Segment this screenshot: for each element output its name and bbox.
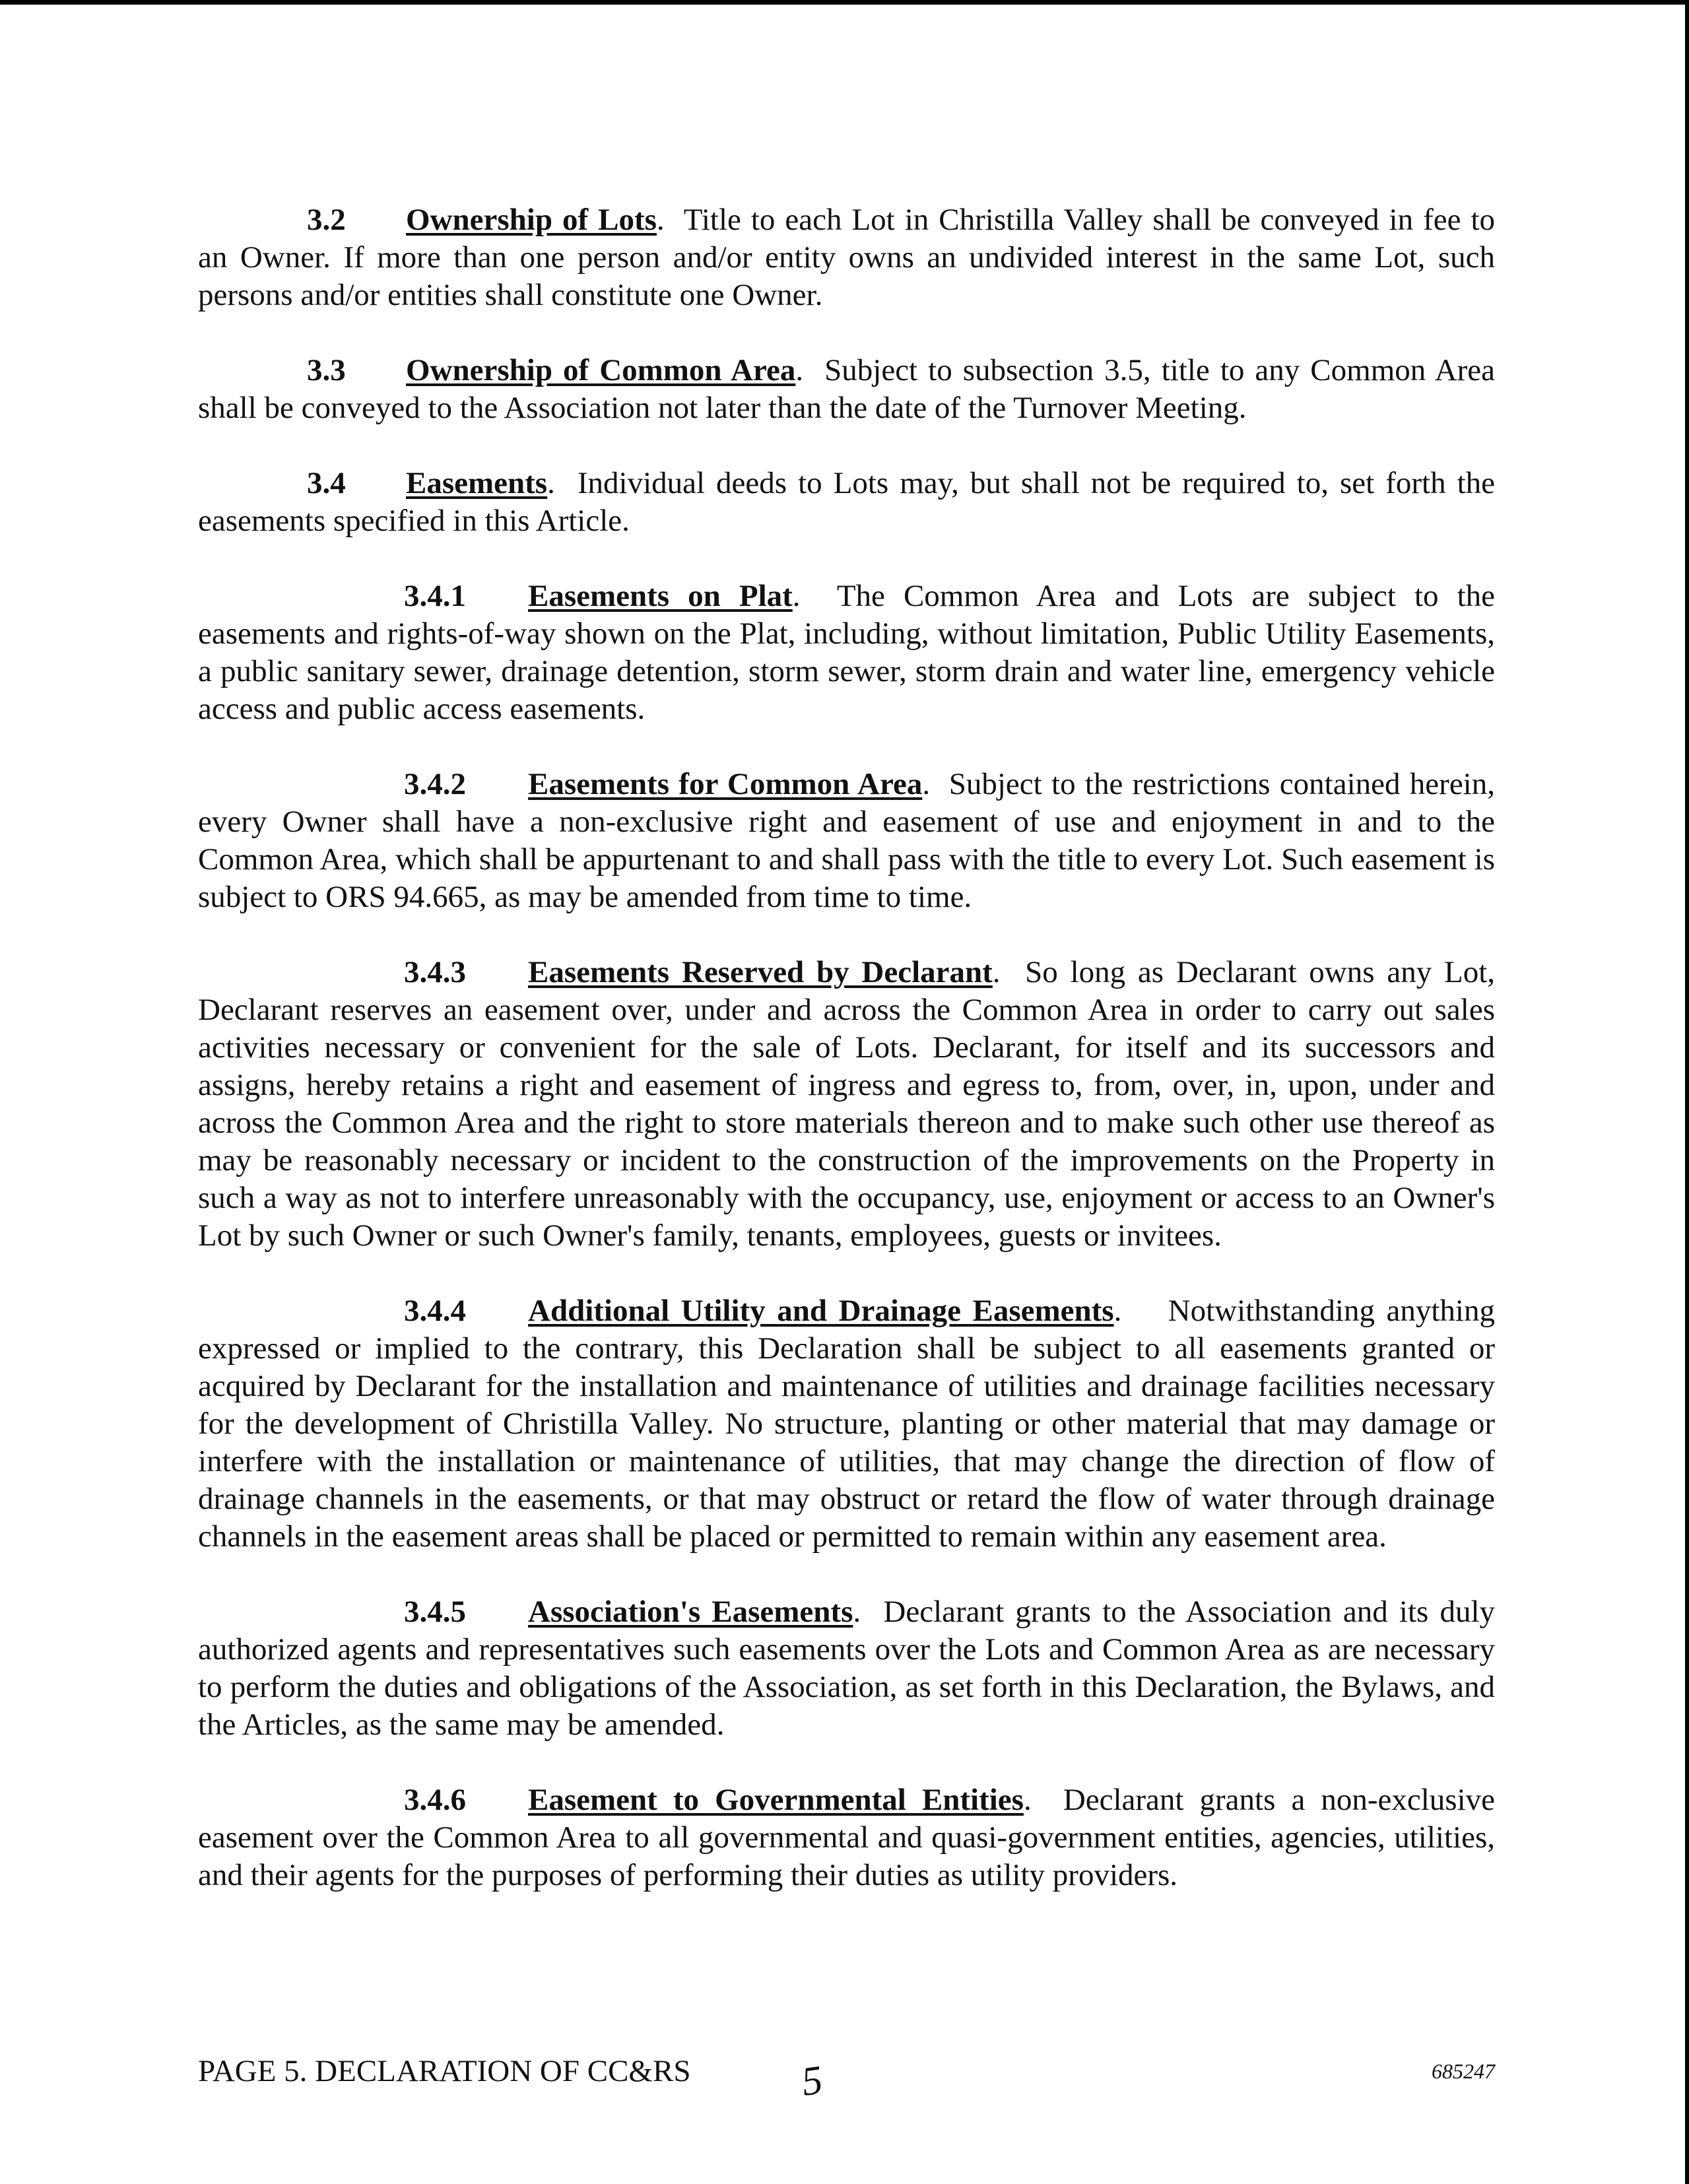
section-heading: Ownership of Common Area: [406, 353, 796, 387]
section-number: 3.4.4: [404, 1294, 466, 1328]
scan-border-top: [0, 0, 1689, 5]
section-heading: Additional Utility and Drainage Easements: [528, 1294, 1114, 1328]
section-heading: Easement to Governmental Entities: [528, 1783, 1024, 1817]
section-3-4-1: 3.4.1 Easements on Plat. The Common Area and Lots are subject to the easements and rights-of-way shown on the Plat, including, without limitation, Public Utility Easements, a public sanitary sewer, drainage detention, storm sewer, storm drain and water line, emergency vehicle access and public access easements.: [198, 579, 1496, 726]
section-text: Title to each Lot in Christilla Valley shall be conveyed in fee to an Owner. If more than one person and/or entity owns an undivided interest in the same Lot, such persons and/or entities shall constitute one Owner.: [198, 203, 1496, 312]
section-heading: Association's Easements: [528, 1595, 853, 1629]
section-heading: Easements for Common Area: [528, 767, 923, 801]
section-text: So long as Declarant owns any Lot, Declarant reserves an easement over, under and across the Common Area in order to carry out sales activities necessary or convenient for the sale of Lots. Declarant, for itself and its successors and assigns, hereby retains a right and easement of ingress and egress to, from, over, in, upon, under and across the Common Area and the right to store materials thereon and to make such other use thereof as may be reasonably necessary or incident to the construction of the improvements on the Property in such a way as not to interfere unreasonably with the occupancy, use, enjoyment or access to an Owner's Lot by such Owner or such Owner's family, tenants, employees, guests or invitees.: [198, 955, 1496, 1253]
section-heading: Ownership of Lots: [406, 203, 657, 237]
section-text: Declarant grants to the Association and its duly authorized agents and representatives such easements over the Lots and Common Area as are necessary to perform the duties and obligations of the Association, as set forth in this Declaration, the Bylaws, and the Articles, as the same may be amended.: [198, 1595, 1495, 1742]
section-text: Subject to the restrictions contained herein, every Owner shall have a non-exclusive right and easement of use and enjoyment in and to the Common Area, which shall be appurtenant to and shall pass with the title to every Lot. Such easement is subject to ORS 94.665, as may be amended from time to time.: [198, 767, 1495, 914]
section-number: 3.4.2: [404, 767, 466, 801]
section-number: 3.3: [307, 353, 346, 387]
section-text: Notwithstanding anything expressed or implied to the contrary, this Declaration shall be subject to all easements granted or acquired by Declarant for the installation and maintenance of utilities and drainage facilities necessary for the development of Christilla Valley. No structure, planting or other material that may damage or interfere with the installation or maintenance of utilities, that may change the direction of flow of drainage channels in the easements, or that may obstruct or retard the flow of water through drainage channels in the easement areas shall be placed or permitted to remain within any easement area.: [198, 1294, 1495, 1554]
section-text: The Common Area and Lots are subject to the easements and rights-of-way shown on the Plat, including, without limitation, Public Utility Easements, a public sanitary sewer, drainage detention, storm sewer, storm drain and water line, emergency vehicle access and public access easements.: [198, 579, 1496, 726]
section-3-4: 3.4 Easements. Individual deeds to Lots may, but shall not be required to, set forth the easements specified in this Article.: [198, 466, 1495, 538]
footer-label: PAGE 5. DECLARATION OF CC&RS: [198, 2054, 691, 2088]
scan-border-right: [1685, 0, 1689, 2184]
section-number: 3.4.1: [404, 579, 466, 613]
page-footer: [198, 2053, 1495, 2105]
section-3-4-2: 3.4.2 Easements for Common Area. Subject to the restrictions contained herein, every Owner shall have a non-exclusive right and easement of use and enjoyment in and to the Common Area, which shall be appurtenant to and shall pass with the title to every Lot. Such easement is subject to ORS 94.665, as may be amended from time to time.: [198, 767, 1495, 914]
section-3-2: 3.2 Ownership of Lots. Title to each Lot in Christilla Valley shall be conveyed in fee to an Owner. If more than one person and/or entity owns an undivided interest in the same Lot, such persons and/or entities shall constitute one Owner.: [198, 203, 1496, 312]
section-3-4-3: 3.4.3 Easements Reserved by Declarant. So long as Declarant owns any Lot, Declarant reserves an easement over, under and across the Common Area in order to carry out sales activities necessary or convenient for the sale of Lots. Declarant, for itself and its successors and assigns, hereby retains a right and easement of ingress and egress to, from, over, in, upon, under and across the Common Area and the right to store materials thereon and to make such other use thereof as may be reasonably necessary or incident to the construction of the improvements on the Property in such a way as not to interfere unreasonably with the occupancy, use, enjoyment or access to an Owner's Lot by such Owner or such Owner's family, tenants, employees, guests or invitees.: [198, 955, 1496, 1253]
section-text: Individual deeds to Lots may, but shall not be required to, set forth the easements specified in this Article.: [198, 466, 1495, 538]
section-heading: Easements: [406, 466, 548, 500]
section-text: Declarant grants a non-exclusive easement over the Common Area to all governmental and quasi-government entities, agencies, utilities, and their agents for the purposes of performing their duties as utility providers.: [198, 1783, 1496, 1892]
section-number: 3.4.5: [404, 1595, 466, 1629]
document-body: [198, 201, 1495, 1894]
section-heading: Easements on Plat: [528, 579, 793, 613]
section-3-4-6: 3.4.6 Easement to Governmental Entities. Declarant grants a non-exclusive easement over the Common Area to all governmental and quasi-government entities, agencies, utilities, and their agents for the purposes of performing their duties as utility providers.: [198, 1783, 1496, 1892]
section-3-3: 3.3 Ownership of Common Area. Subject to subsection 3.5, title to any Common Area shall be conveyed to the Association not later than the date of the Turnover Meeting.: [198, 353, 1496, 425]
document-code: 685247: [1432, 2059, 1495, 2083]
section-3-4-5: 3.4.5 Association's Easements. Declarant grants to the Association and its duly authorized agents and representatives such easements over the Lots and Common Area as are necessary to perform the duties and obligations of the Association, as set forth in this Declaration, the Bylaws, and the Articles, as the same may be amended.: [198, 1595, 1495, 1742]
section-number: 3.2: [307, 203, 346, 237]
section-heading: Easements Reserved by Declarant: [528, 955, 993, 989]
handwritten-page-number: 5: [799, 2057, 826, 2105]
section-number: 3.4: [307, 466, 346, 500]
section-number: 3.4.3: [404, 955, 466, 989]
section-text: Subject to subsection 3.5, title to any Common Area shall be conveyed to the Association not later than the date of the Turnover Meeting.: [198, 353, 1496, 425]
section-3-4-4: 3.4.4 Additional Utility and Drainage Easements. Notwithstanding anything expressed or implied to the contrary, this Declaration shall be subject to all easements granted or acquired by Declarant for the installation and maintenance of utilities and drainage facilities necessary for the development of Christilla Valley. No structure, planting or other material that may damage or interfere with the installation or maintenance of utilities, that may change the direction of flow of drainage channels in the easements, or that may obstruct or retard the flow of water through drainage channels in the easement areas shall be placed or permitted to remain within any easement area.: [198, 1294, 1495, 1554]
section-number: 3.4.6: [404, 1783, 466, 1817]
